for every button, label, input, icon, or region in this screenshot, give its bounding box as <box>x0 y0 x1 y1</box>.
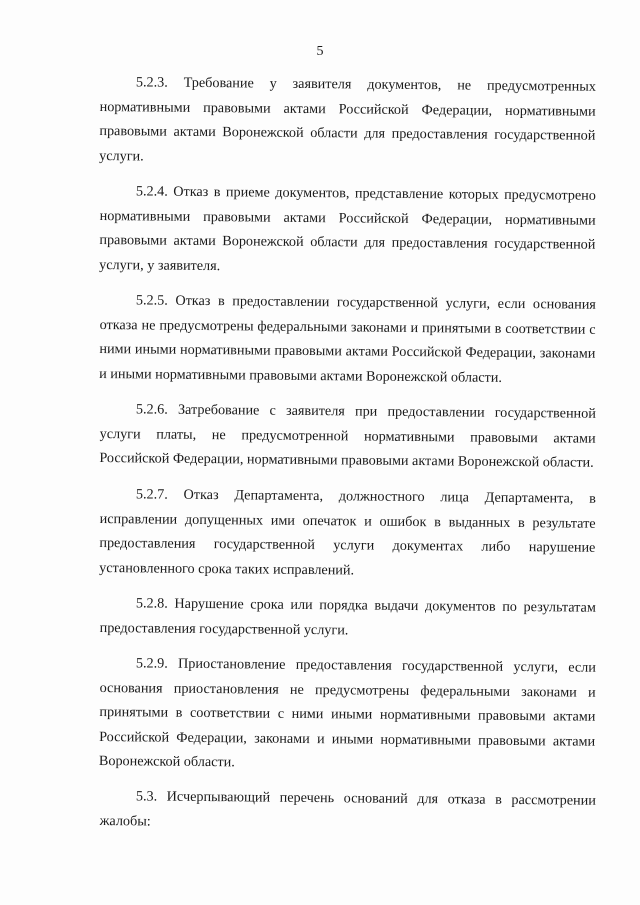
paragraph-5-2-5: 5.2.5. Отказ в предоставлении государственной услуги, если основания отказа не предусмотрены федеральными законами и принятыми в соответствии с ними иными нормативными правовыми актами Российской Федерации, законами и иными нормативными правовыми актами Воронежской области. <box>99 292 596 386</box>
paragraph-5-2-4: 5.2.4. Отказ в приеме документов, представление которых предусмотрено нормативными правовыми актами Российской Федерации, нормативными правовыми актами Воронежской области для предоставления государственной услуги, у заявителя. <box>99 183 596 274</box>
paragraph-5-2-6: 5.2.6. Затребование с заявителя при предоставлении государственной услуги платы, не предусмотренной нормативными правовыми актами Российской Федерации, нормативными правовыми актами Воронежской области. <box>99 401 596 471</box>
document-body <box>100 70 596 844</box>
paragraph-5-2-8: 5.2.8. Нарушение срока или порядка выдачи документов по результатам предоставления государственной услуги. <box>99 594 596 638</box>
page-number: 5 <box>316 44 324 59</box>
paragraph-5-2-7: 5.2.7. Отказ Департамента, должностного лица Департамента, в исправлении допущенных ими опечаток и ошибок в выданных в результате предоставления государственной услуги документах либо нарушение установленного срока таких исправлений. <box>99 485 596 578</box>
paragraph-5-3: 5.3. Исчерпывающий перечень оснований для отказа в рассмотрении жалобы: <box>99 788 596 829</box>
paragraph-5-2-9: 5.2.9. Приостановление предоставления государственной услуги, если основания приостановления не предусмотрены федеральными законами и принятыми в соответствии с ними иными нормативными правовыми актами Российской Федерации, законами и иными нормативными правовыми актами Воронежской области. <box>98 654 596 770</box>
paragraph-5-2-3: 5.2.3. Требование у заявителя документов, не предусмотренных нормативными правовыми актами Российской Федерации, нормативными правовыми актами Воронежской области для предоставления государственной услуги. <box>99 74 596 164</box>
